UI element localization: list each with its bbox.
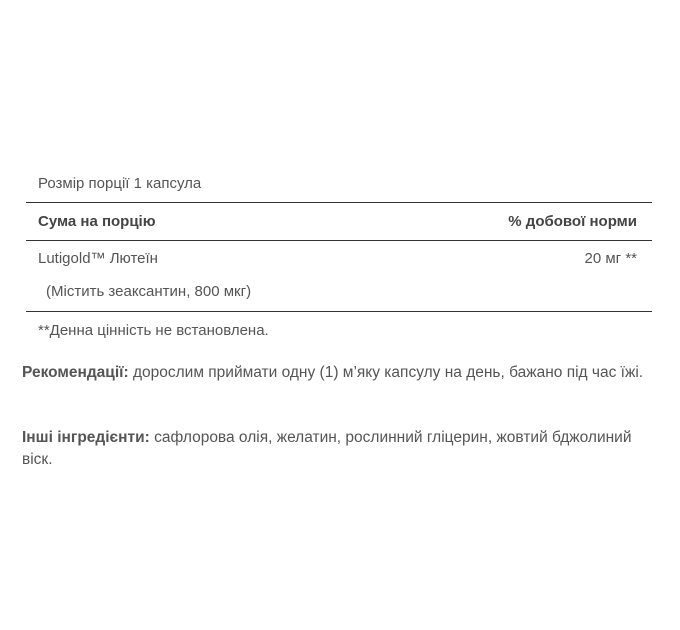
daily-value-footnote: **Денна цінність не встановлена.: [38, 322, 269, 339]
supplement-facts-table: [26, 166, 652, 350]
nutrient-amount: 20 мг **: [584, 250, 637, 267]
nutrient-sub-note: (Містить зеаксантин, 800 мкг): [26, 277, 652, 312]
ingredients-label: Інші інгредієнти:: [22, 429, 150, 446]
recommendations-text: дорослим приймати одну (1) м’яку капсулу на день, бажано під час їжі.: [128, 364, 644, 381]
header-amount-per-serving: Сума на порцію: [38, 213, 156, 230]
recommendations-label: Рекомендації:: [22, 364, 129, 381]
nutrient-name: Lutigold™ Лютеїн: [38, 250, 158, 267]
ingredients-paragraph: [22, 427, 658, 471]
header-daily-value: % добової норми: [508, 213, 637, 230]
recommendations-paragraph: [22, 362, 658, 384]
serving-size: Розмір порції 1 капсула: [26, 166, 652, 203]
table-row: [26, 241, 652, 277]
table-header: [26, 203, 652, 241]
ingredients-text: сафлорова олія, желатин, рослинний гліцерин, жовтий бджолиний віск.: [22, 429, 632, 468]
